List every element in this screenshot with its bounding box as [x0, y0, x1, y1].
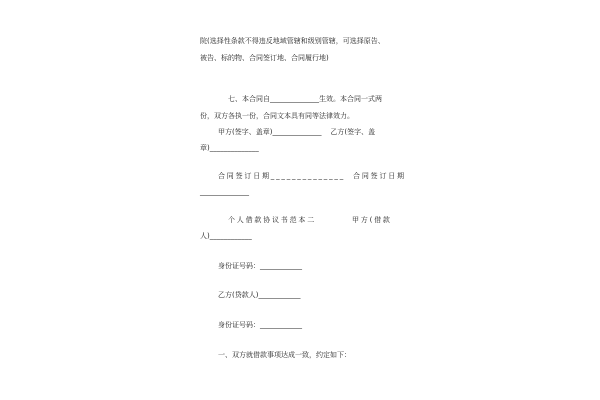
text-line-6: 章)______________ — [200, 144, 259, 152]
text-line-5: 甲方(签字、盖章)______________ 乙方(签字、盖 — [218, 128, 376, 136]
text-line-11: 人)____________ — [200, 232, 252, 240]
text-line-2: 被告、标的物、合同签订地、合同履行地) — [200, 54, 329, 62]
section-title: 个人借款协议书范本二 — [228, 216, 316, 224]
text-line-8: ______________ — [200, 188, 249, 196]
text-line-4: 份，双方各执一份，合同文本具有同等法律效力。 — [200, 112, 354, 120]
text-line-12: 身份证号码：____________ — [218, 262, 302, 270]
text-line-1: 院(选择性条款不得违反地域管辖和级别管辖，可选择原告、 — [200, 37, 385, 45]
text-line-13: 乙方(贷款人)____________ — [218, 291, 301, 299]
text-line-10: 甲方(借款 — [352, 216, 392, 224]
text-line-3: 七、本合同自______________生效。本合同一式两 — [228, 95, 382, 103]
text-line-14: 身份证号码：____________ — [218, 321, 302, 329]
text-line-7: 合同签订日期______________ 合同签订日期 — [218, 172, 406, 180]
text-line-15: 一、双方就借款事项达成一致，约定如下： — [218, 351, 351, 359]
